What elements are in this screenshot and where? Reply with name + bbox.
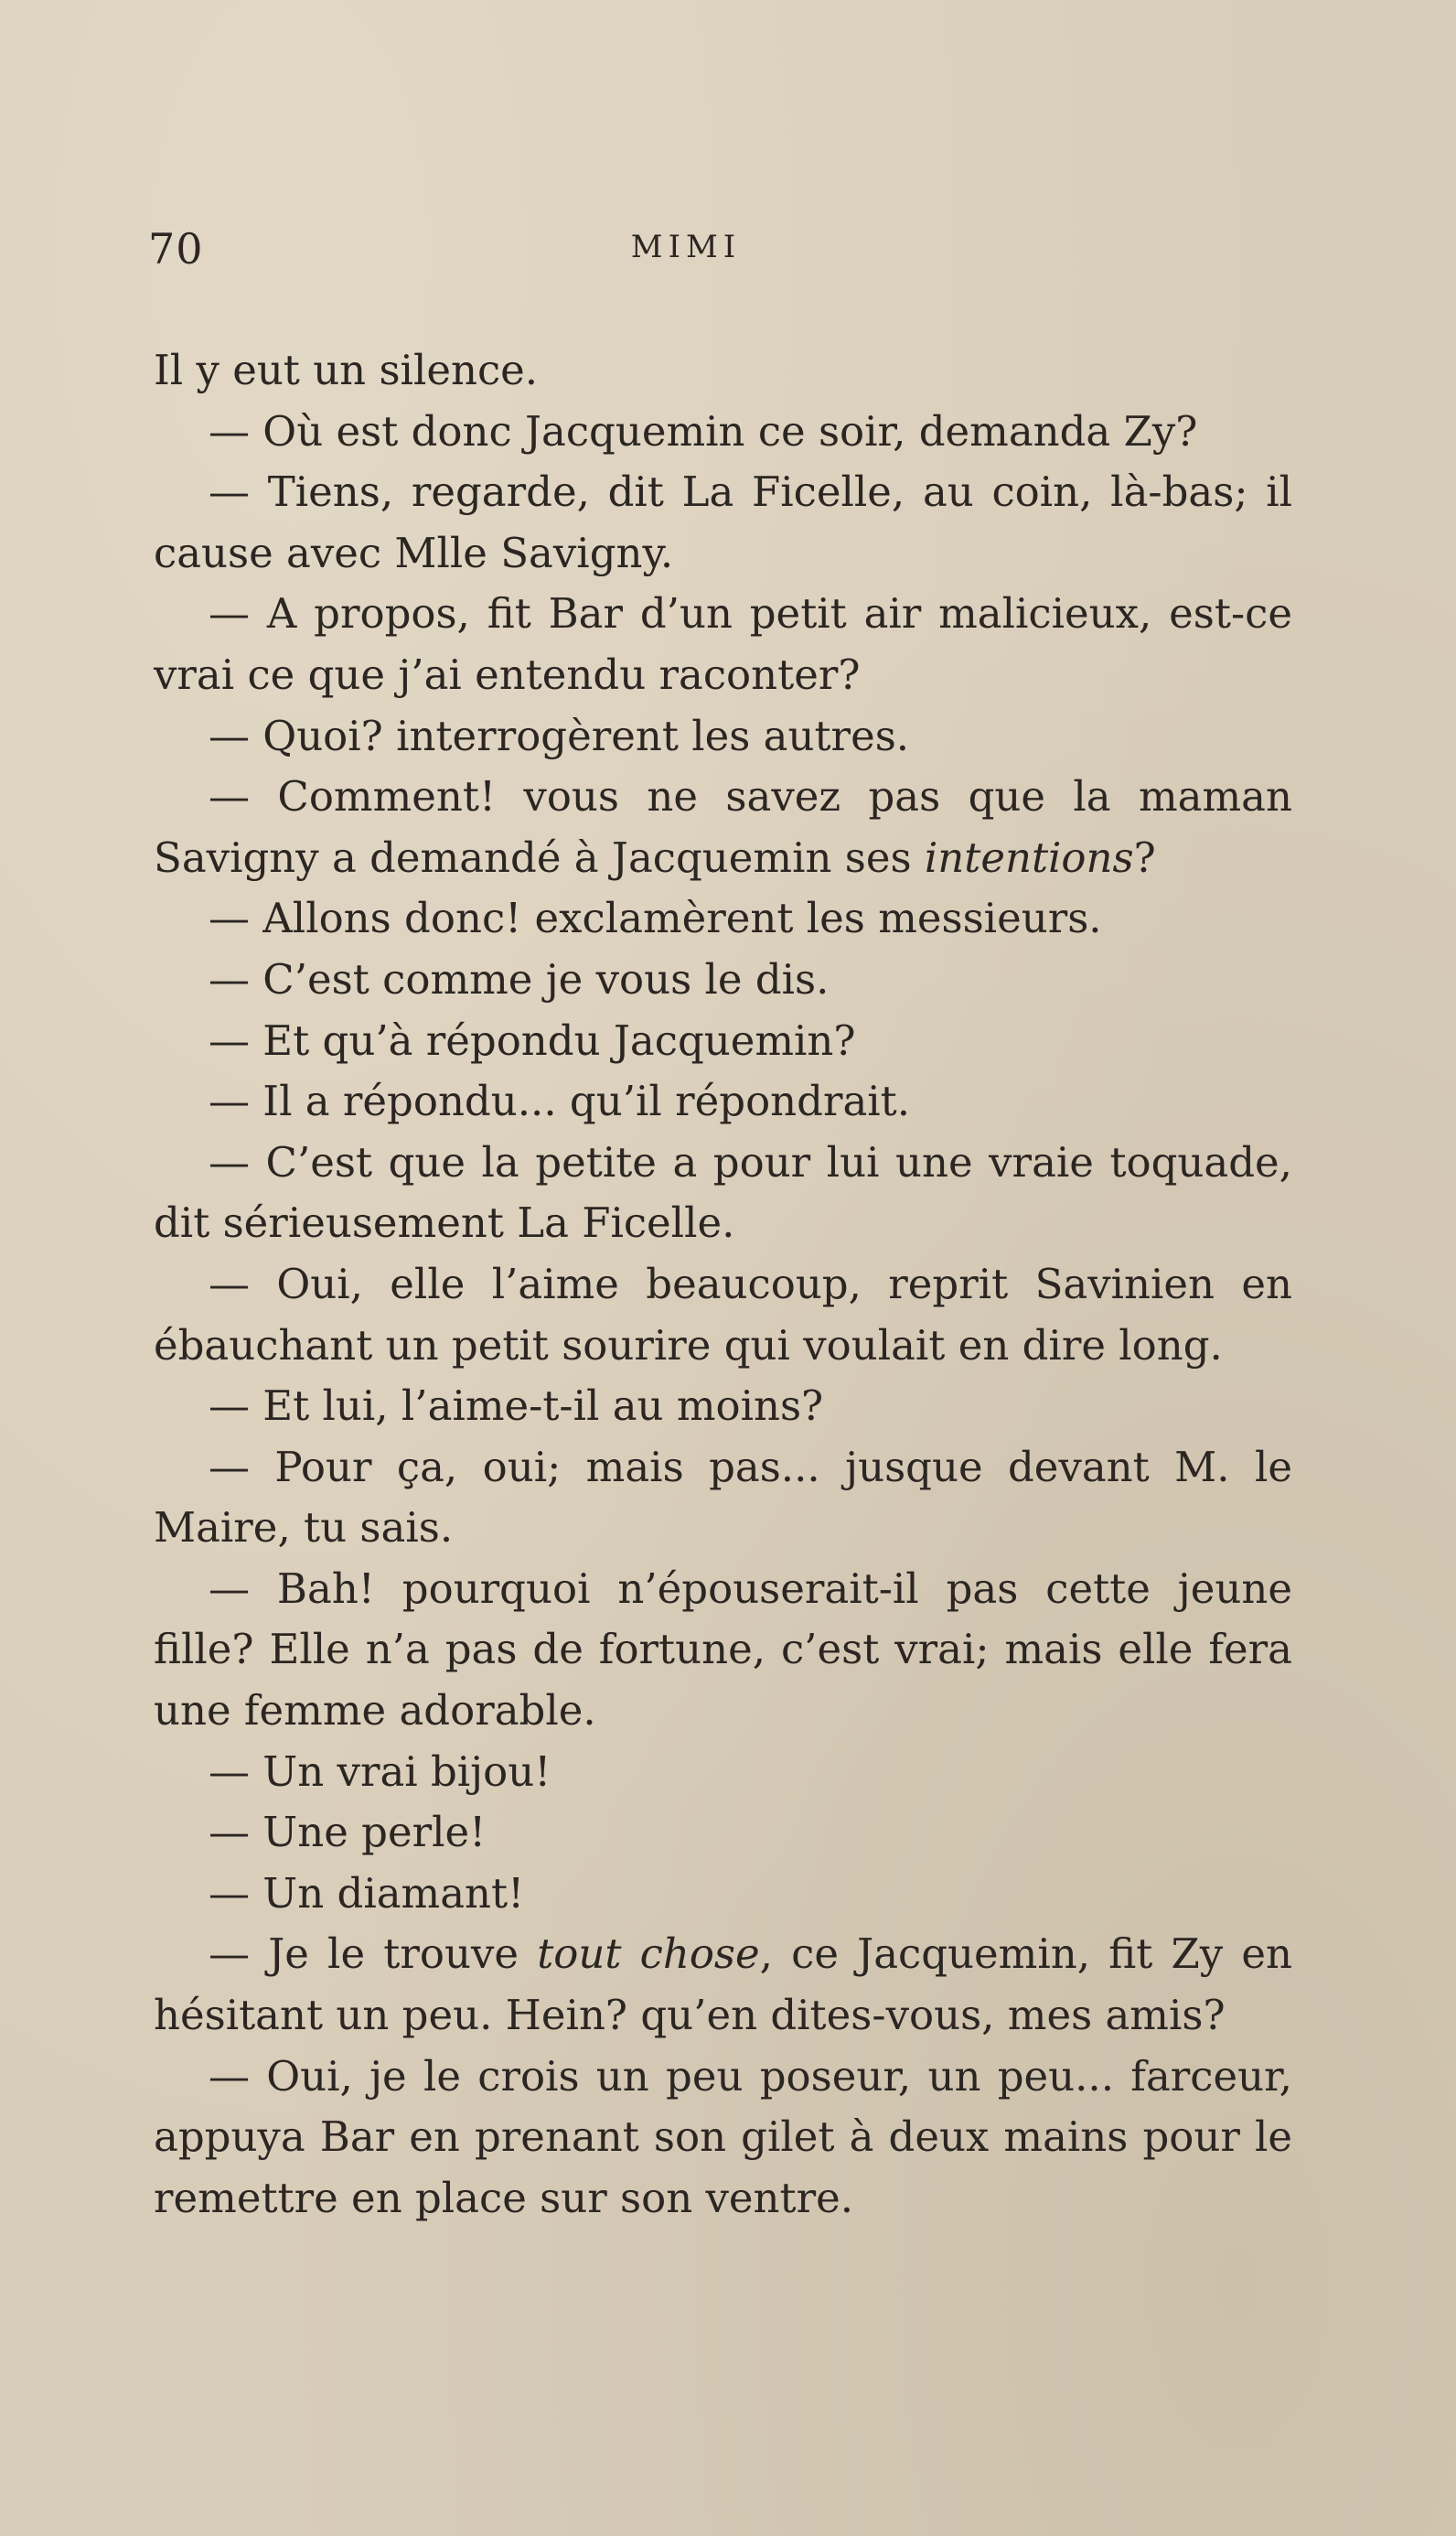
page-number: 70 [148, 224, 204, 274]
paragraph: — Oui, elle l’aime beaucoup, reprit Savinien en ébauchant un petit sourire qui voulait en dire long. [154, 1259, 1292, 1370]
emphasis: intentions [924, 833, 1134, 882]
paragraph: — Je le trouve tout chose, ce Jacquemin, fit Zy en hésitant un peu. Hein? qu’en dites-vous, mes amis? [154, 1929, 1292, 2040]
paragraph: — Tiens, regarde, dit La Ficelle, au coin, là-bas; il cause avec Mlle Savigny. [154, 467, 1292, 577]
paragraph: Il y eut un silence. [154, 346, 539, 394]
paragraph: — Pour ça, oui; mais pas... jusque devant M. le Maire, tu sais. [154, 1442, 1292, 1553]
paragraph: — Où est donc Jacquemin ce soir, demanda Zy? [209, 406, 1198, 456]
paragraph: — C’est que la petite a pour lui une vraie toquade, dit sérieusement La Ficelle. [154, 1137, 1292, 1248]
text-block [154, 340, 1292, 2229]
paragraph: — Il a répondu... qu’il répondrait. [209, 1077, 911, 1126]
paragraph: — Bah! pourquoi n’épouserait-il pas cette jeune fille? Elle n’a pas de fortune, c’est vrai; mais elle fera une femme adorable. [154, 1564, 1292, 1735]
paragraph: — Une perle! [209, 1808, 487, 1857]
running-title: MIMI [630, 229, 742, 265]
paragraph: — Un diamant! [209, 1868, 525, 1918]
paragraph: — Allons donc! exclamèrent les messieurs. [209, 894, 1102, 943]
emphasis: tout chose [537, 1929, 760, 1979]
paragraph: — Oui, je le crois un peu poseur, un peu... farceur, appuya Bar en prenant son gilet à deux mains pour le remettre en place sur son ventre. [154, 2051, 1292, 2222]
paragraph: — Et qu’à répondu Jacquemin? [209, 1015, 856, 1065]
paragraph: — C’est comme je vous le dis. [209, 954, 830, 1004]
paragraph: — Et lui, l’aime-t-il au moins? [209, 1381, 824, 1431]
paragraph: — Comment! vous ne savez pas que la maman Savigny a demandé à Jacquemin ses intentions? [154, 772, 1292, 882]
paragraph: — Un vrai bijou! [209, 1746, 551, 1796]
paragraph: — Quoi? interrogèrent les autres. [209, 711, 910, 760]
paragraph: — A propos, fit Bar d’un petit air malicieux, est-ce vrai ce que j’ai entendu raconter? [154, 589, 1292, 699]
